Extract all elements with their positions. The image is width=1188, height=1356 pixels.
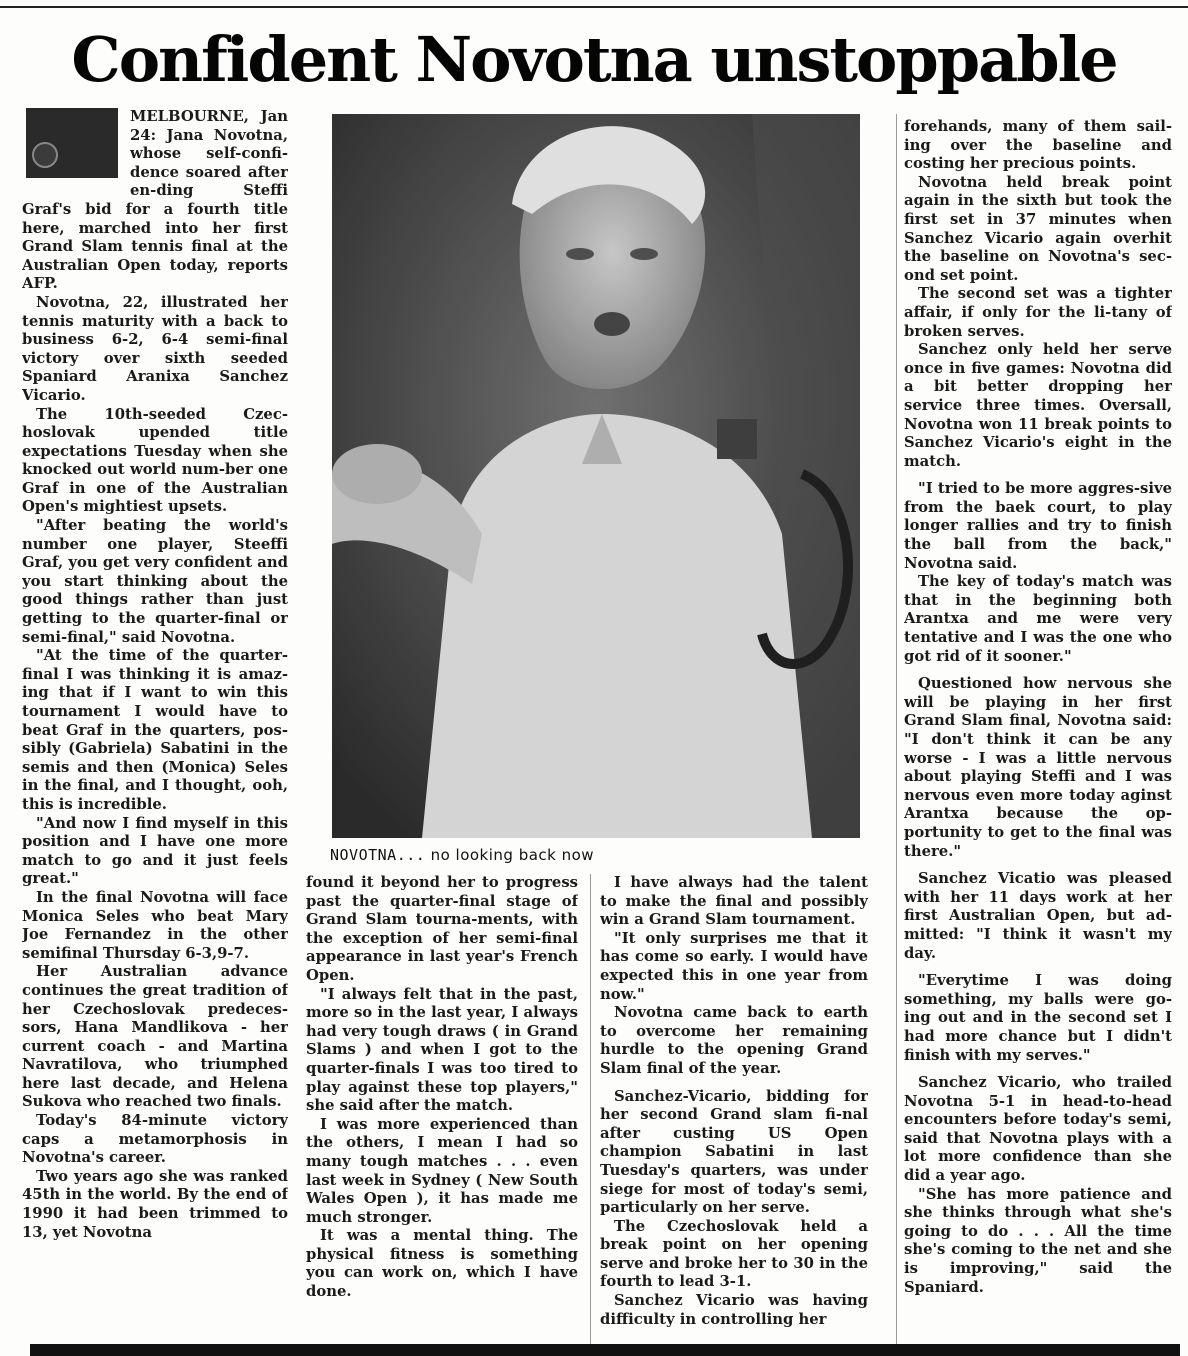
article-column-4	[904, 118, 1172, 1348]
paragraph: The 10th-seeded Czec-hoslovak upended title expectations Tuesday when she knocked out world num-ber one Graf in one of the Australian Open's mightiest upsets.	[22, 405, 288, 516]
paragraph: Novotna held break point again in the sixth but took the first set in 37 minutes when Sanchez Vicario again overhit the baseline on Novotna's sec-ond set point.	[904, 173, 1172, 284]
paragraph: I have always had the talent to make the final and possibly win a Grand Slam tournament.	[600, 874, 868, 929]
headline: Confident Novotna unstoppable	[71, 23, 1117, 96]
paragraph: "At the time of the quarter-final I was thinking it is amaz-ing that if I want to win this tournament I would have to beat Graf in the quarters, pos-sibly (Gabriela) Sabatini in the semis and then (Monica) Seles in the final, and I thought, ooh, this is incredible.	[22, 647, 288, 813]
column-divider	[896, 114, 897, 1344]
caption-name: NOVOTNA...	[330, 846, 426, 864]
paragraph: The Czechoslovak held a break point on her opening serve and broke her to 30 in the fourth to lead 3-1.	[600, 1217, 868, 1291]
paragraph: Novotna came back to earth to overcome her remaining hurdle to the opening Grand Slam final of the year.	[600, 1004, 868, 1077]
paragraph: In the final Novotna will face Monica Seles who beat Mary Joe Fernandez in the other semifinal Thursday 6-3,9-7.	[22, 888, 288, 962]
novotna-photo	[332, 114, 860, 838]
paragraph: "I always felt that in the past, more so in the last year, I always had very tough draws ( in Grand Slams ) and when I got to the quarter-finals I was too tired to play against these top players," she said after the match.	[306, 985, 578, 1115]
article-column-3	[600, 874, 868, 1344]
tennis-ball-logo-icon	[26, 108, 118, 178]
photo-illustration	[332, 114, 860, 838]
column-divider	[590, 874, 591, 1344]
paragraph: The key of today's match was that in the beginning both Arantxa and me were very tentative and I was the one who got rid of it sooner."	[904, 573, 1172, 665]
paragraph: "It only surprises me that it has come so early. I would have expected this in one year from now."	[600, 929, 868, 1003]
paragraph: Questioned how nervous she will be playing in her first Grand Slam final, Novotna said: "I don't think it can be any worse - I was a little nervous about playing Steffi and I was nervous even more today aginst Arantxa because the op-portunity to get to the final was there."	[904, 675, 1172, 860]
paragraph: Sanchez Vicatio was pleased with her 11 days work at her first Australian Open, but ad-mitted: "I think it wasn't my day.	[904, 870, 1172, 962]
paragraph: "And now I find myself in this position and I have one more match to go and it just feels great."	[22, 814, 288, 888]
paragraph: Sanchez-Vicario, bidding for her second Grand slam fi-nal after custing US Open champion Sabatini in last Tuesday's quarters, was under siege for most of today's semi, particularly on her serve.	[600, 1087, 868, 1217]
paragraph: Sanchez Vicario was having difficulty in controlling her	[600, 1292, 868, 1328]
paragraph: Sanchez Vicario, who trailed Novotna 5-1 in head-to-head encounters before today's semi, said that Novotna plays with a lot more confidence than she did a year ago.	[904, 1074, 1172, 1185]
paragraph: "I tried to be more aggres-sive from the baek court, to play longer rallies and try to finish the ball from the back," Novotna said.	[904, 480, 1172, 572]
paragraph: found it beyond her to progress past the quarter-final stage of Grand Slam tourna-ments, with the exception of her semi-final appearance in last year's French Open.	[306, 874, 578, 984]
paragraph: Novotna, 22, illustrated her tennis maturity with a back to business 6-2, 6-4 semi-final victory over sixth seeded Spaniard Aranixa Sanchez Vicario.	[22, 293, 288, 404]
paragraph: It was a mental thing. The physical fitness is something you can work on, which I have done.	[306, 1227, 578, 1301]
paragraph: forehands, many of them sail-ing over the baseline and costing her precious points.	[904, 118, 1172, 173]
lead-paragraph: MELBOURNE, Jan 24: Jana Novotna, whose self-confi-dence soared after en-ding Steffi Graf's bid for a fourth title here, marched into her first Grand Slam tennis final at the Australian Open today, reports AFP.	[22, 108, 288, 293]
top-rule	[0, 6, 1188, 8]
bottom-headline-edge	[30, 1344, 1180, 1356]
photo-caption	[330, 842, 870, 868]
paragraph: Today's 84-minute victory caps a metamorphosis in Novotna's career.	[22, 1112, 288, 1167]
paragraph: Sanchez only held her serve once in five games: Novotna did a bit better dropping her service three times. Oversall, Novotna won 11 break points to Sanchez Vicario's eight in the match.	[904, 341, 1172, 470]
dateline: MELBOURNE, Jan 24:	[130, 108, 288, 144]
paragraph: "She has more patience and she thinks through what she's going to do . . . All the time she's coming to the net and she is improving," said the Spaniard.	[904, 1185, 1172, 1296]
caption-text: no looking back now	[425, 846, 595, 864]
article-column-2	[306, 874, 578, 1334]
paragraph: "After beating the world's number one player, Steeffi Graf, you get very confident and you start thinking about the good things rather than just getting to the quarter-final or semi-final," said Novotna.	[22, 517, 288, 646]
paragraph: Her Australian advance continues the great tradition of her Czechoslovak predeces-sors, Hana Mandlikova - her current coach - and Martina Navratilova, who triumphed here last decade, and Helena Sukova who reached two finals.	[22, 963, 288, 1111]
paragraph: The second set was a tighter affair, if only for the li-tany of broken serves.	[904, 285, 1172, 340]
paragraph: "Everytime I was doing something, my balls were go-ing out and in the second set I had more chance but I didn't finish with my serves."	[904, 972, 1172, 1064]
paragraph: I was more experienced than the others, I mean I had so many tough matches . . . even last week in Sydney ( New South Wales Open ), it has made me much stronger.	[306, 1115, 578, 1226]
paragraph: Two years ago she was ranked 45th in the world. By the end of 1990 it had been trimmed to 13, yet Novotna	[22, 1167, 288, 1241]
article-column-1	[22, 108, 288, 1328]
